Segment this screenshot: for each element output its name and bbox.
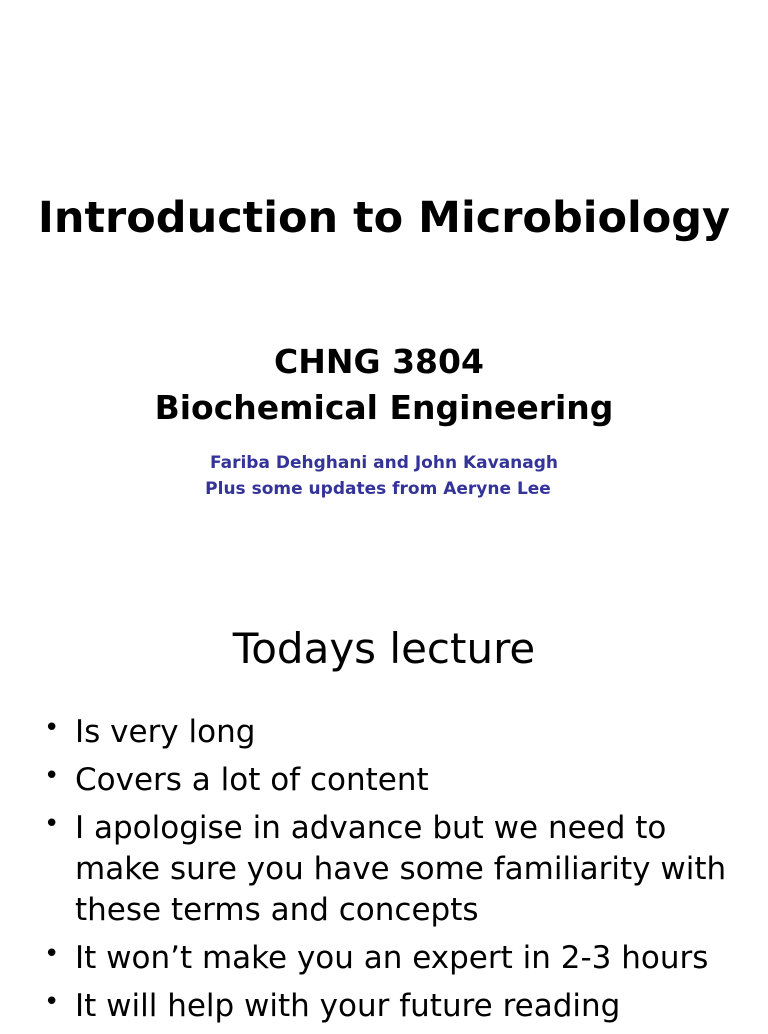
updates-line: Plus some updates from Aeryne Lee [205, 479, 551, 499]
bullet-item [0, 712, 768, 753]
bullet-list [0, 712, 768, 1034]
bullet-item [0, 938, 768, 979]
bullet-icon: • [44, 713, 60, 743]
bullet-item [0, 986, 768, 1027]
bullet-text: Covers a lot of content [75, 762, 429, 798]
bullet-icon: • [44, 987, 60, 1017]
bullet-icon: • [44, 761, 60, 791]
lecture-title: Todays lecture [232, 624, 536, 673]
bullet-item [0, 760, 768, 801]
lecture-slide [0, 576, 768, 1024]
authors-line: Fariba Dehghani and John Kavanagh [209, 453, 559, 473]
bullet-icon: • [44, 809, 60, 839]
course-code: CHNG 3804 [274, 342, 484, 381]
course-subtitle [0, 339, 768, 431]
bullet-text: Is very long [75, 714, 256, 750]
slide-title: Introduction to Microbiology [37, 193, 731, 243]
bullet-icon: • [44, 939, 60, 969]
authors-block [0, 450, 768, 502]
bullet-text: I apologise in advance but we need to make sure you have some familiarity with these terms and concepts [75, 810, 727, 928]
bullet-text: It won’t make you an expert in 2-3 hours [75, 940, 709, 976]
bullet-text: It will help with your future reading [75, 988, 621, 1024]
bullet-item [0, 808, 768, 931]
course-name: Biochemical Engineering [154, 388, 614, 427]
